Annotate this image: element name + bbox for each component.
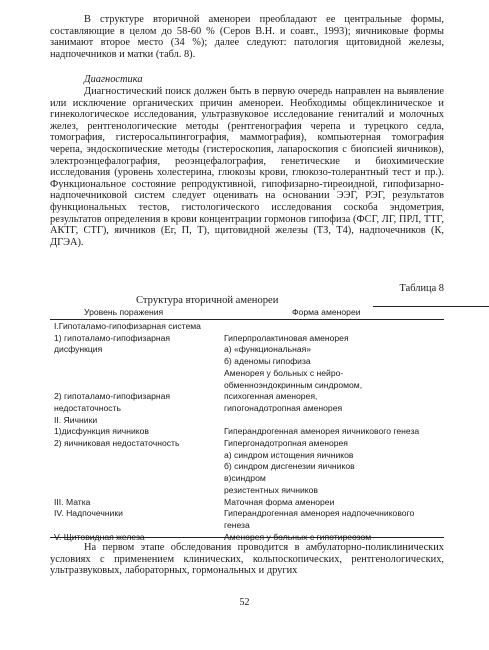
page-number: 52 <box>239 597 250 608</box>
paragraph-intro: В структуре вторичной аменореи преобладают ее центральные формы, составляющие в целом до 58-60 % (Серов В.Н. и соавт., 1993); яичниковые формы занимают второе место (34 %); далее следуют: патология щитовидной железы, надпочечников и матки (табл. 8). <box>50 14 444 60</box>
table-header-rule <box>50 319 444 320</box>
table-cell-level: 2) гипоталамо-гипофизарная <box>54 391 171 402</box>
table-caption: Структура вторичной аменореи <box>136 295 279 306</box>
table-cell-form: в)синдром <box>224 473 266 484</box>
caption-underline <box>373 306 489 307</box>
table-cell-form: Гиперандрогенная аменорея надпочечникового <box>224 508 415 519</box>
table-cell-form: гипогонадотропная аменорея <box>224 402 343 413</box>
table-cell-level: I.Гипоталамо-гипофизарная система <box>54 321 201 331</box>
table-cell-form: б) аденомы гипофиза <box>224 356 311 367</box>
table-header-form: Форма аменореи <box>292 307 361 317</box>
table-cell-form: генеза <box>224 519 250 530</box>
table-cell-form: а) «функциональная» <box>224 344 312 355</box>
table-cell-form: б) синдром дисгенезии яичников <box>224 461 355 472</box>
table-cell-level: 1) гипоталамо-гипофизарная <box>54 332 171 343</box>
table-cell-form: Гиперпролактиновая аменорея <box>224 332 349 343</box>
table-cell-form: а) синдром истощения яичников <box>224 449 354 460</box>
table-cell-level: недостаточность <box>54 402 121 413</box>
table-cell-form: резистентных яичников <box>224 484 318 495</box>
table-cell-form: обменноэндокринным синдромом, <box>224 379 363 390</box>
table-cell-level: IV. Надпочечники <box>54 508 123 519</box>
section-heading: Диагностика <box>84 74 143 85</box>
table-header-level: Уровень поражения <box>84 307 164 317</box>
table-cell-level: 1)дисфункция яичников <box>54 426 149 437</box>
paragraph-first-stage: На первом этапе обследования проводится в амбулаторно-поликлинических условиях с применением клинических, кольпоскопических, рентгенологических, ультразвуковых, лабораторных, гормональных и других <box>50 542 444 577</box>
table-cell-form: Маточная форма аменореи <box>224 496 335 507</box>
table-cell-form: психогенная аменорея, <box>224 391 318 402</box>
paragraph-diagnostics: Диагностический поиск должен быть в первую очередь направлен на выявление или исключение органических причин аменореи. Необходимы общеклиническое и гинекологическое исследования, ультразвуковое исследование гениталий и молочных желез, рентгенологические методы (рентгенография черепа и турецкого седла, томография, гистеросальпингография, маммография), компьютерная томография черепа, эндоскопические методы (гистероскопия, лапароскопия с биопсией яичников), электроэнцефалография, реоэнцефалография, генетические и биохимические исследования (уровень холестерина, глюкозы крови, глюкозо-толерантный тест и пр.). Функциональное состояние репродуктивной, гипофизарно-тиреоидной, гипофизарно-надпочечниковой систем следует оценивать на основании ЭЭГ, РЭГ, результатов функциональных тестов, гистологического исследования соскоба эндометрия, результатов определения в крови концентрации гормонов гипофиза (ФСГ, ЛГ, ПРЛ, ТТГ, АКТГ, СТГ), яичников (Ег, П, Т), щитовидной железы (ТЗ, Т4), надпочечников (К, ДГЭА). <box>50 86 444 248</box>
table-bottom-rule <box>50 537 444 538</box>
table-cell-form: Гипергонадотропная аменорея <box>224 438 348 448</box>
table-cell-level: V. Щитовидная железа <box>54 531 145 542</box>
table-label: Таблица 8 <box>399 283 444 294</box>
table-cell-level: 2) яичниковая недостаточность <box>54 438 180 448</box>
table-cell-level: III. Матка <box>54 496 91 507</box>
table-cell-level: II. Яичники <box>54 414 98 425</box>
table-cell-form: Гиперандрогенная аменорея яичникового генеза <box>224 426 420 437</box>
table-cell-form: Аменорея у больных с гипотиреозом <box>224 531 372 542</box>
table-cell-level: дисфункция <box>54 344 103 355</box>
table-cell-form: Аменорея у больных с нейро- <box>224 367 344 378</box>
